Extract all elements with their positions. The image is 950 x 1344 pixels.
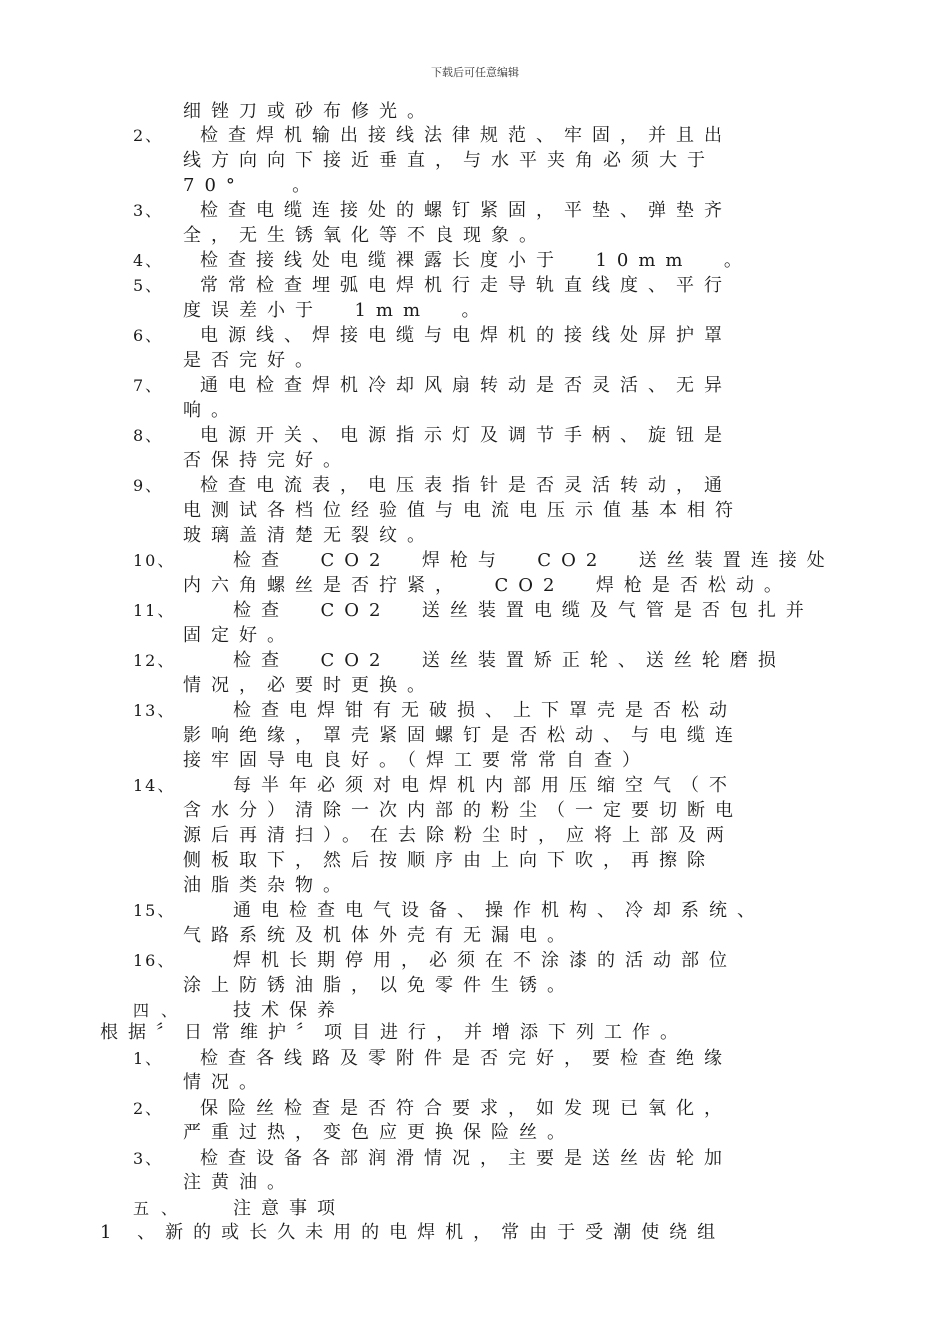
text-line: 检查各线路及零附件是否完好，要检查绝缘 — [200, 1048, 732, 1069]
text-line: 内六角螺丝是否拧紧， CO2 焊枪是否松动。 — [183, 575, 792, 596]
text-line: 电测试各档位经验值与电流电压示值基本相符 — [183, 500, 743, 521]
text-line: 接牢固导电良好。（焊工要常常自查） — [183, 750, 650, 771]
text-line: 是否完好。 — [183, 350, 323, 371]
text-line: 根据〞日常维护〞项目进行，并增添下列工作。 — [100, 1022, 688, 1043]
text-line: 检查电焊钳有无破损、上下罩壳是否松动 — [233, 700, 737, 721]
section-heading: 注意事项 — [233, 1198, 345, 1219]
text-line: 检查电缆连接处的螺钉紧固，平垫、弹垫齐 — [200, 200, 732, 221]
text-line: 玻璃盖清楚无裂纹。 — [183, 525, 435, 546]
text-line: 全，无生锈氧化等不良现象。 — [183, 225, 547, 246]
text-line: 度误差小于 1mm 。 — [183, 300, 490, 321]
text-line: 情况。 — [183, 1072, 267, 1093]
item-number: 7、 — [133, 376, 164, 395]
item-number: 12、 — [133, 651, 176, 670]
text-line: 检查焊机输出接线法律规范、牢固，并且出 — [200, 125, 732, 146]
page-header: 下载后可任意编辑 — [431, 66, 519, 79]
item-number: 1、 — [133, 1049, 164, 1068]
text-line: 通电检查焊机冷却风扇转动是否灵活、无异 — [200, 375, 732, 396]
text-line: 1 、新的或长久未用的电焊机，常由于受潮使绕组 — [100, 1222, 726, 1243]
text-line: 影响绝缘，罩壳紧固螺钉是否松动、与电缆连 — [183, 725, 743, 746]
item-number: 14、 — [133, 776, 176, 795]
item-number: 11、 — [133, 601, 176, 620]
text-line: 保险丝检查是否符合要求，如发现已氧化， — [200, 1098, 732, 1119]
item-number: 2、 — [133, 1099, 164, 1118]
item-number: 10、 — [133, 551, 176, 570]
text-line: 每半年必须对电焊机内部用压缩空气（不 — [233, 775, 737, 796]
item-number: 2、 — [133, 126, 164, 145]
text-line: 细锉刀或砂布修光。 — [183, 101, 435, 122]
text-line: 情况，必要时更换。 — [183, 675, 435, 696]
text-line: 含水分）清除一次内部的粉尘（一定要切断电 — [183, 800, 743, 821]
text-line: 否保持完好。 — [183, 450, 351, 471]
text-line: 检查电流表，电压表指针是否灵活转动，通 — [200, 475, 732, 496]
text-line: 源后再清扫）。在去除粉尘时，应将上部及两 — [183, 825, 734, 846]
text-line: 气路系统及机体外壳有无漏电。 — [183, 925, 575, 946]
item-number: 4、 — [133, 251, 164, 270]
section-number: 五、 — [133, 1199, 190, 1218]
text-line: 检查 CO2 送丝装置矫正轮、送丝轮磨损 — [233, 650, 786, 671]
item-number: 5、 — [133, 276, 164, 295]
item-number: 9、 — [133, 476, 164, 495]
text-line: 油脂类杂物。 — [183, 875, 351, 896]
item-number: 8、 — [133, 426, 164, 445]
section-number: 四、 — [133, 1001, 190, 1020]
item-number: 13、 — [133, 701, 176, 720]
text-line: 线方向向下接近垂直，与水平夹角必须大于 — [183, 150, 715, 171]
item-number: 16、 — [133, 951, 176, 970]
item-number: 15、 — [133, 901, 176, 920]
item-number: 3、 — [133, 201, 164, 220]
text-line: 注黄油。 — [183, 1172, 295, 1193]
item-number: 3、 — [133, 1149, 164, 1168]
text-line: 检查 CO2 焊枪与 CO2 送丝装置连接处 — [233, 550, 835, 571]
text-line: 检查 CO2 送丝装置电缆及气管是否包扎并 — [233, 600, 814, 621]
text-line: 侧板取下，然后按顺序由上向下吹，再擦除 — [183, 850, 715, 871]
text-line: 涂上防锈油脂，以免零件生锈。 — [183, 975, 575, 996]
text-line: 固定好。 — [183, 625, 295, 646]
section-heading: 技术保养 — [233, 1000, 345, 1021]
text-line: 常常检查埋弧电焊机行走导轨直线度、平行 — [200, 275, 732, 296]
item-number: 6、 — [133, 326, 164, 345]
text-line: 电源开关、电源指示灯及调节手柄、旋钮是 — [200, 425, 732, 446]
text-line: 严重过热，变色应更换保险丝。 — [183, 1122, 575, 1143]
text-line: 检查接线处电缆裸露长度小于 10mm 。 — [200, 250, 752, 271]
text-line: 70° 。 — [183, 175, 321, 196]
text-line: 通电检查电气设备、操作机构、冷却系统、 — [233, 900, 765, 921]
text-line: 电源线、焊接电缆与电焊机的接线处屏护罩 — [200, 325, 732, 346]
text-line: 焊机长期停用，必须在不涂漆的活动部位 — [233, 950, 737, 971]
text-line: 响。 — [183, 400, 239, 421]
text-line: 检查设备各部润滑情况，主要是送丝齿轮加 — [200, 1148, 732, 1169]
